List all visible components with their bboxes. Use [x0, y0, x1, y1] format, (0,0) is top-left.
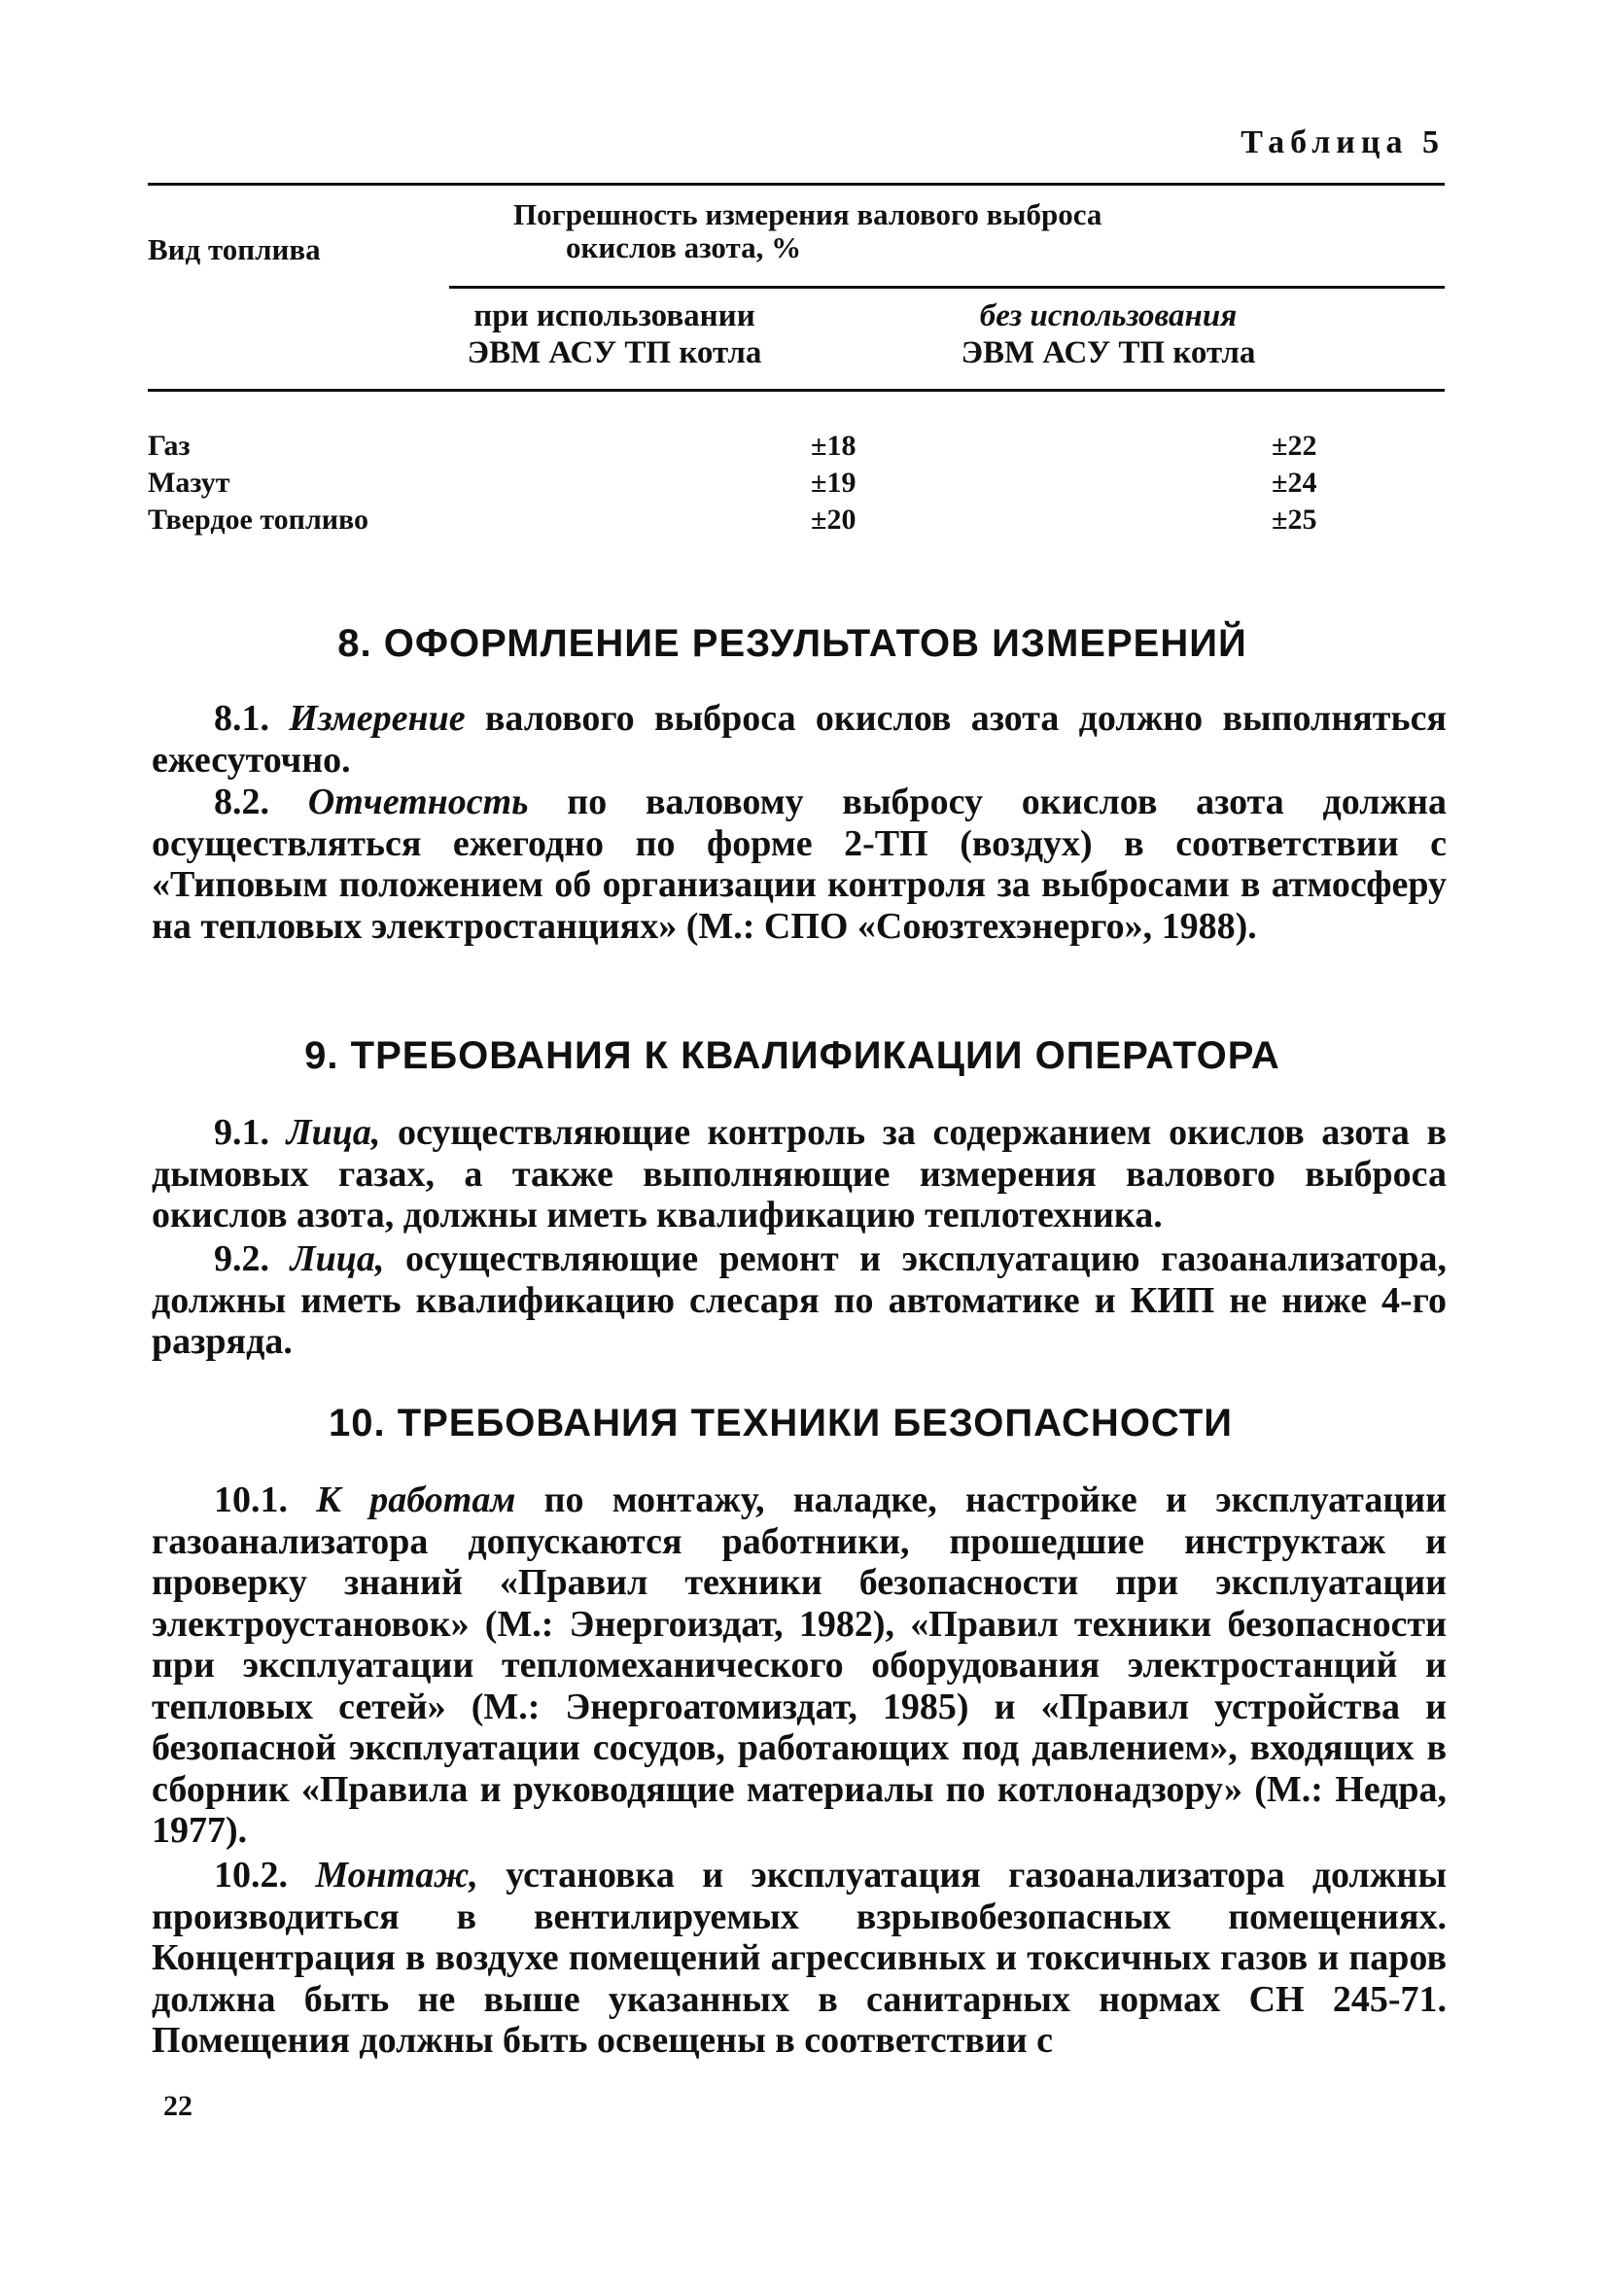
table-row — [148, 465, 1445, 502]
page-number: 22 — [163, 2090, 192, 2122]
paragraph-8-2 — [152, 782, 1447, 947]
table-row — [148, 428, 1445, 465]
paragraph-10-2 — [152, 1855, 1447, 2062]
paragraph-text: установка и эксплуатация газоанализатора должны производиться в вентилируемых взрывобезопасных помещениях. Концентрация в воздухе помещений агрессивных и токсичных газов и паров должна быть не выше указанных в санитарных нормах СН 245-71. Помещения должны быть освещены в соответствии с — [152, 1855, 1447, 2061]
paragraph-number: 9.2. — [214, 1238, 269, 1279]
paragraph-text: по монтажу, наладке, настройке и эксплуатации газоанализатора допускаются работники, прошедшие инструктаж и проверку знаний «Правил техники безопасности при эксплуатации электроустановок» (М.: Энергоиздат, 1982), «Правил техники безопасности при эксплуатации тепломеханического оборудования электростанций и тепловых сетей» (М.: Энергоатомиздат, 1985) и «Правил устройства и безопасной эксплуатации сосудов, работающих под давлением», входящих в сборник «Правила и руководящие материалы по котлонадзору» (М.: Недра, 1977). — [152, 1479, 1447, 1851]
cell-without: ±24 — [1272, 467, 1317, 499]
section-heading-10: 10. ТРЕБОВАНИЯ ТЕХНИКИ БЕЗОПАСНОСТИ — [328, 1402, 1234, 1444]
paragraph-number: 8.2. — [214, 782, 269, 822]
column-header-with-line1: при использовании — [473, 298, 755, 333]
paragraph-text: осуществляющие контроль за содержанием окислов азота в дымовых газах, а также выполняющие измерения валового выброса окислов азота, должны иметь квалификацию теплотехника. — [152, 1112, 1447, 1235]
table-body — [148, 428, 1445, 539]
paragraph-lead-term: Лица, — [290, 1238, 385, 1279]
paragraph-text: по валовому выбросу окислов азота должна осуществляться ежегодно по форме 2-ТП (воздух) в соответствии с «Типовым положением об организации контроля за выбросами в атмосферу на тепловых электростанциях» (М.: СПО «Союзтехэнерго», 1988). — [152, 782, 1448, 947]
paragraph-9-1 — [152, 1112, 1447, 1236]
paragraph-lead-term: Отчетность — [307, 782, 529, 822]
paragraph-text: валового выброса окислов азота должно выполняться ежесуточно. — [152, 698, 1447, 781]
table-subheader-rule — [449, 286, 1445, 289]
cell-with: ±18 — [811, 430, 856, 462]
table-row — [148, 502, 1445, 539]
column-header-error-line2: окислов азота, % — [566, 230, 802, 264]
paragraph-lead-term: К работам — [316, 1479, 516, 1520]
paragraph-9-2 — [152, 1238, 1447, 1363]
paragraph-number: 10.2. — [214, 1855, 288, 1896]
paragraph-number: 9.1. — [214, 1112, 269, 1153]
table-caption: Таблица 5 — [1241, 124, 1445, 160]
paragraph-text: осуществляющие ремонт и эксплуатацию газоанализатора, должны иметь квалификацию слесаря по автоматике и КИП не ниже 4-го разряда. — [152, 1238, 1447, 1362]
cell-without: ±25 — [1272, 504, 1317, 536]
column-header-without-line2: ЭВМ АСУ ТП котла — [961, 335, 1256, 370]
paragraph-10-1 — [152, 1479, 1447, 1852]
column-header-with-computer — [439, 297, 789, 371]
table-header-bottom-rule — [148, 389, 1445, 392]
column-header-without-line1: без использования — [979, 298, 1238, 333]
table-top-rule — [148, 183, 1445, 186]
paragraph-number: 8.1. — [214, 698, 269, 739]
section-heading-9: 9. ТРЕБОВАНИЯ К КВАЛИФИКАЦИИ ОПЕРАТОРА — [304, 1034, 1280, 1077]
cell-without: ±22 — [1272, 430, 1317, 462]
column-header-fuel: Вид топлива — [148, 232, 321, 266]
column-header-with-line2: ЭВМ АСУ ТП котла — [467, 335, 762, 370]
cell-fuel: Твердое топливо — [148, 504, 369, 536]
cell-with: ±19 — [811, 467, 856, 499]
section-heading-8: 8. ОФОРМЛЕНИЕ РЕЗУЛЬТАТОВ ИЗМЕРЕНИЙ — [337, 622, 1247, 665]
cell-fuel: Мазут — [148, 467, 230, 499]
paragraph-8-1 — [152, 698, 1447, 781]
cell-fuel: Газ — [148, 430, 191, 462]
column-header-without-computer — [933, 297, 1283, 371]
paragraph-lead-term: Монтаж, — [315, 1855, 478, 1896]
column-header-error-line1: Погрешность измерения валового выброса — [513, 197, 1102, 231]
paragraph-lead-term: Измерение — [289, 698, 466, 739]
column-header-error — [513, 198, 1252, 264]
cell-with: ±20 — [811, 504, 856, 536]
paragraph-number: 10.1. — [214, 1479, 288, 1520]
paragraph-lead-term: Лица, — [286, 1112, 381, 1153]
